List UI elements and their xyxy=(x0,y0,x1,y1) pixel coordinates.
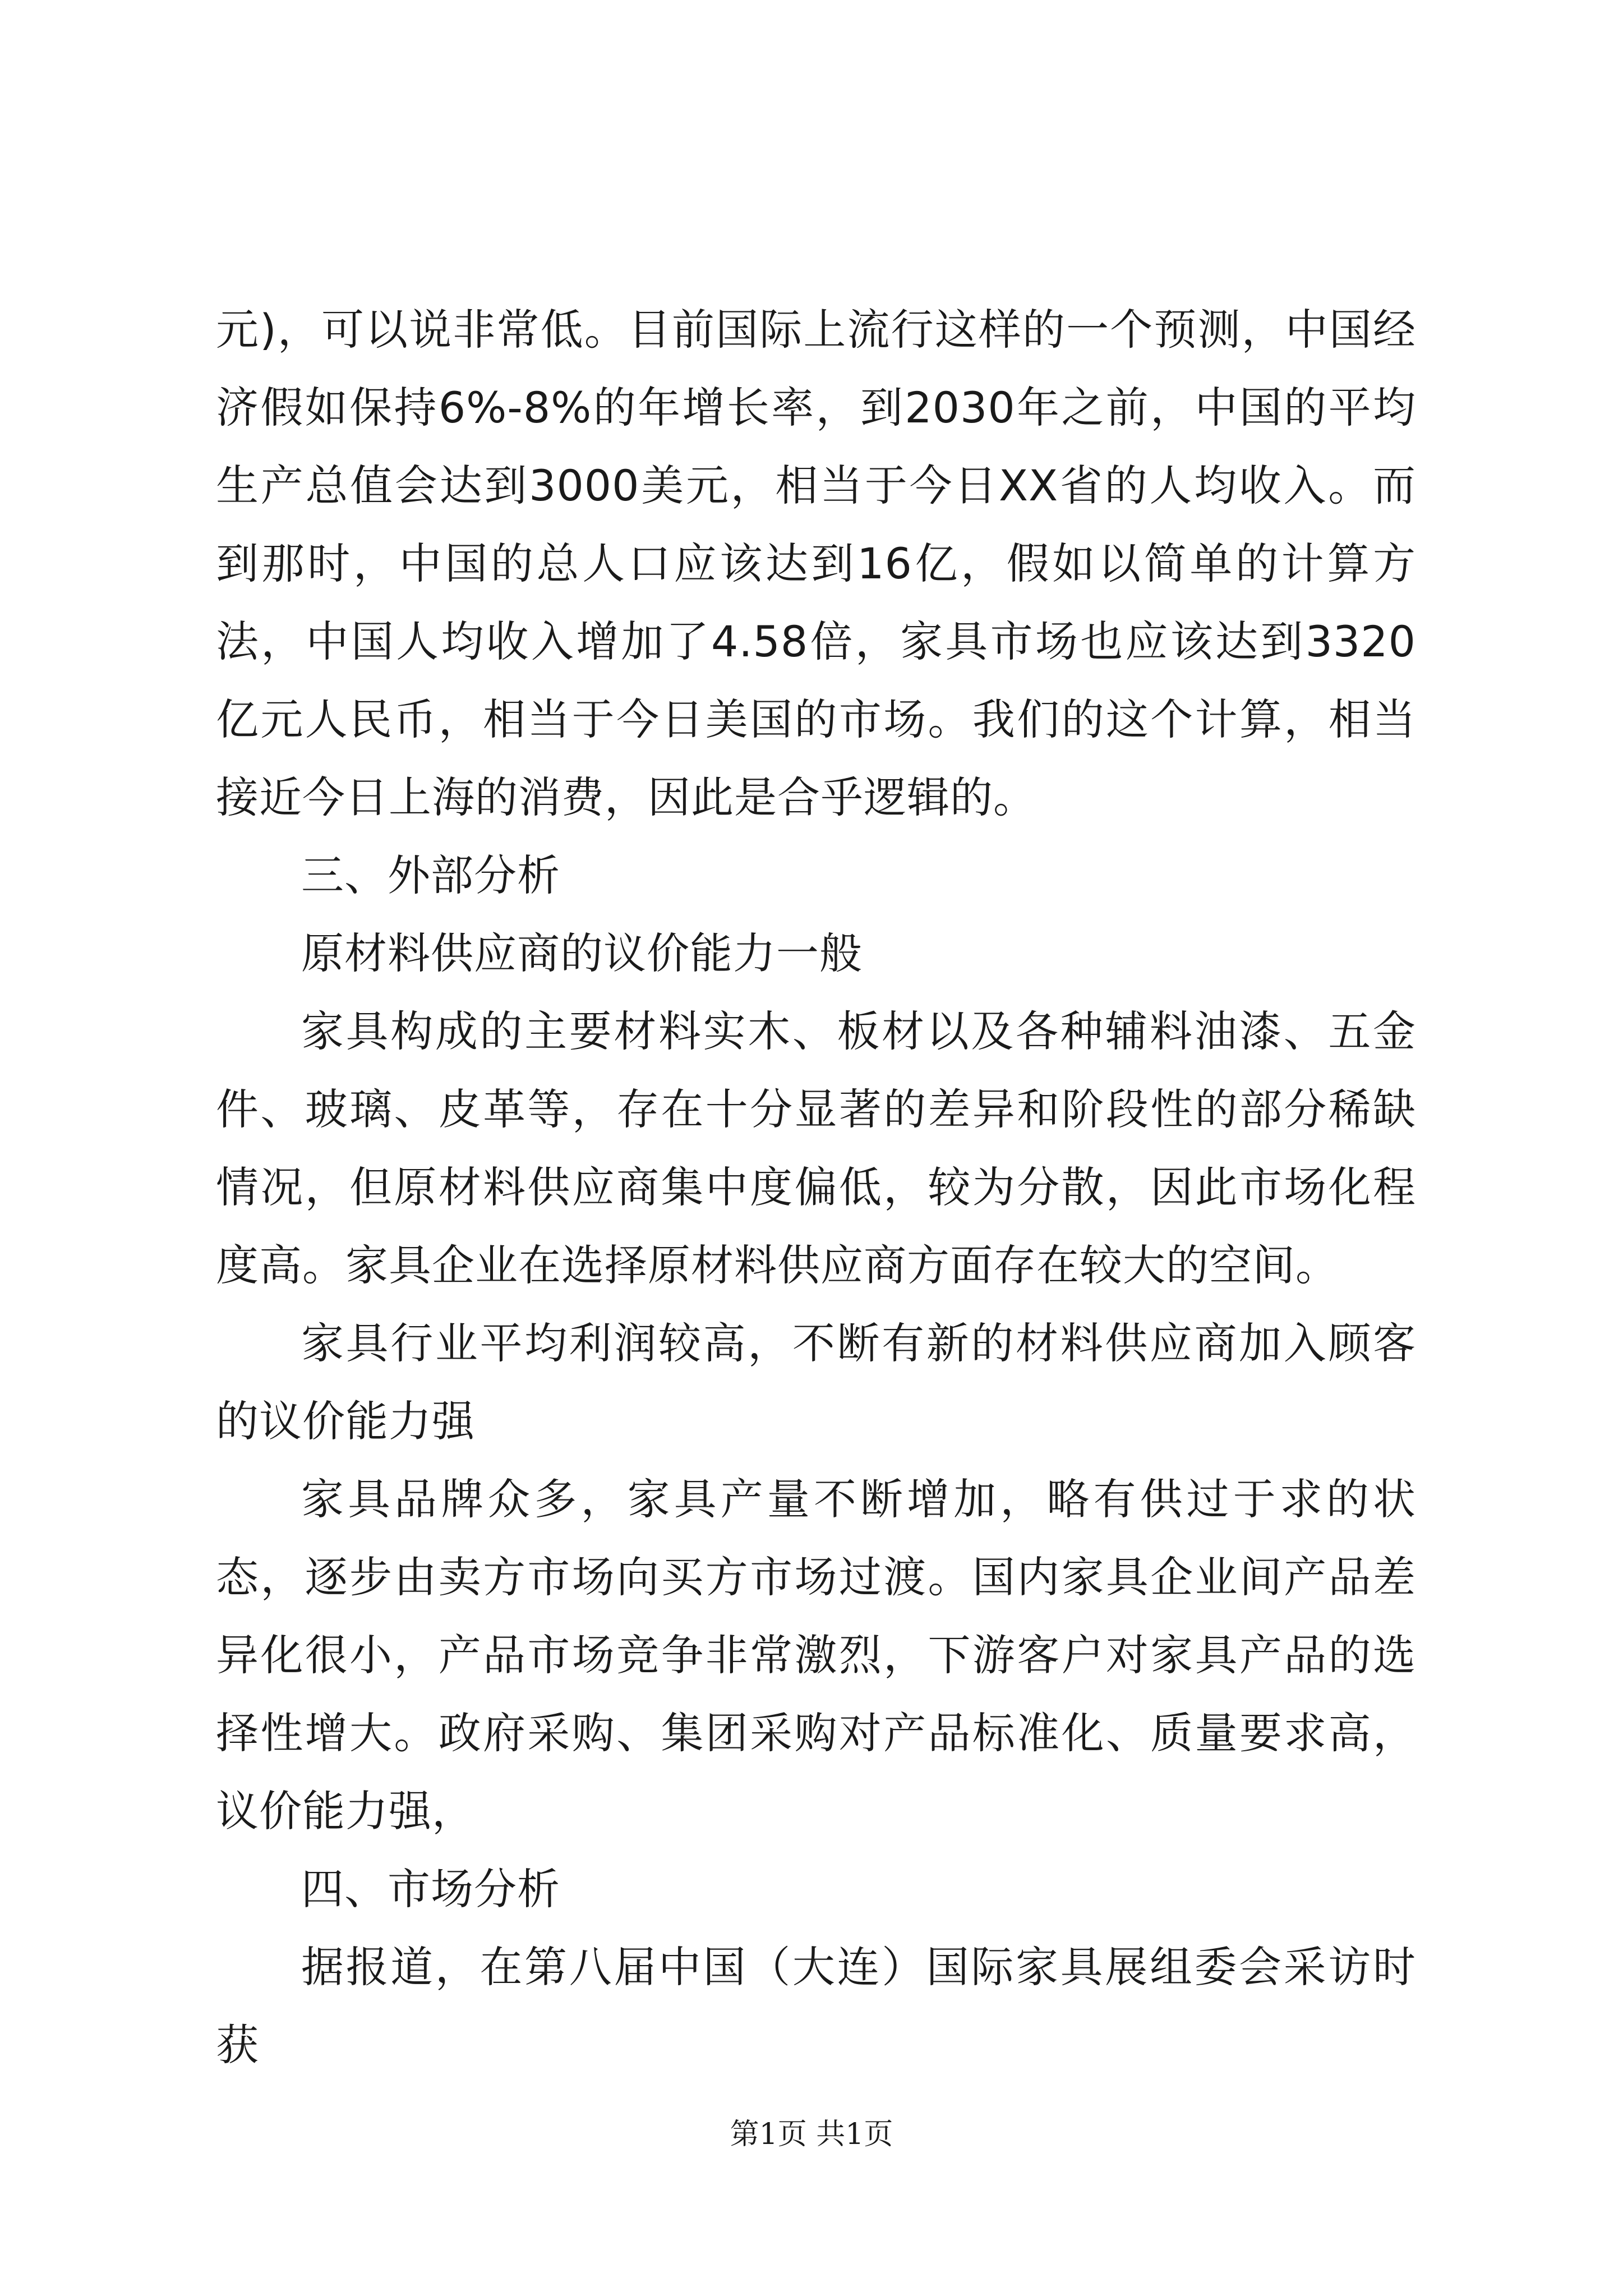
subheading-supplier-bargaining: 原材料供应商的议价能力一般 xyxy=(301,928,863,978)
heading-external-analysis: 三、外部分析 xyxy=(301,850,560,900)
paragraph-brands: 家具品牌众多，家具产量不断增加，略有供过于求的状态，逐步由卖方市场向买方市场过渡。国内家具企业间产品差异化很小，产品市场竞争非常激烈，下游客户对家具产品的选择性增大。政府采购、集团采购对产品标准化、质量要求高，议价能力强， xyxy=(216,1474,1416,1836)
heading-market-analysis: 四、市场分析 xyxy=(301,1864,560,1914)
body-text xyxy=(216,291,1416,2084)
page-number: 第1页 共1页 xyxy=(730,2118,893,2151)
subheading-customer-bargaining: 家具行业平均利润较高，不断有新的材料供应商加入顾客的议价能力强 xyxy=(216,1318,1416,1446)
paragraph-market-forecast: 元)，可以说非常低。目前国际上流行这样的一个预测，中国经济假如保持6%-8%的年增长率，到2030年之前，中国的平均生产总值会达到3000美元，相当于今日XX省的人均收入。而到那时，中国的总人口应该达到16亿，假如以简单的计算方法，中国人均收入增加了4.58倍，家具市场也应该达到3320亿元人民币，相当于今日美国的市场。我们的这个计算，相当接近今日上海的消费，因此是合乎逻辑的。 xyxy=(216,305,1416,822)
paragraph-report: 据报道，在第八届中国（大连）国际家具展组委会采访时获 xyxy=(216,1942,1416,2070)
paragraph-materials: 家具构成的主要材料实木、板材以及各种辅料油漆、五金件、玻璃、皮革等，存在十分显著的差异和阶段性的部分稀缺情况，但原材料供应商集中度偏低，较为分散，因此市场化程度高。家具企业在选择原材料供应商方面存在较大的空间。 xyxy=(216,1006,1416,1290)
